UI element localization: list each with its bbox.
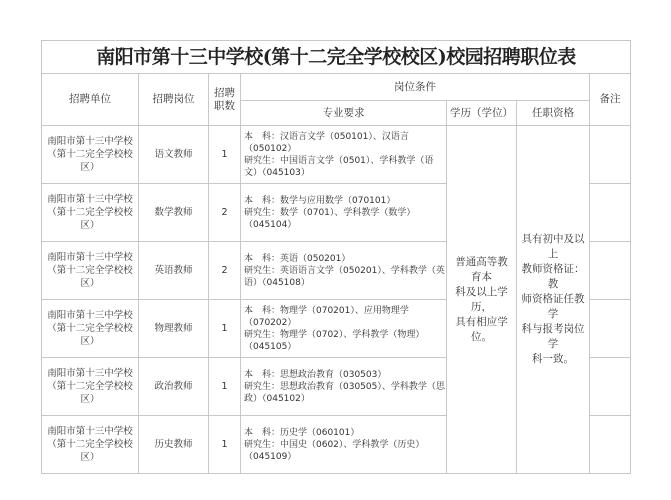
count-cell: 1 (209, 300, 241, 358)
table-title: 南阳市第十三中学校(第十二完全学校校区)校园招聘职位表 (42, 41, 631, 74)
remark-cell (590, 184, 631, 242)
header-major: 专业要求 (241, 101, 447, 126)
unit-cell: 南阳市第十三中学校（第十二完全学校校区） (42, 416, 139, 474)
unit-cell: 南阳市第十三中学校（第十二完全学校校区） (42, 358, 139, 416)
major-line: 本 科：历史学（060101） (244, 427, 360, 438)
major-line: 本 科：英语（050201） (244, 253, 351, 264)
major-line: 研究生：物理学（0702）、学科教学（物理）（045105） (244, 329, 425, 352)
major-cell (241, 358, 447, 416)
position-cell: 语文教师 (139, 126, 209, 184)
qualification-line: 具有初中及以 (521, 233, 585, 245)
qualification-line: 教 (547, 278, 559, 290)
count-cell: 1 (209, 416, 241, 474)
major-line: 研究生：英语语言文学（050201）、学科教学（英语）（045108） (244, 265, 445, 288)
unit-cell: 南阳市第十三中学校（第十二完全学校校区） (42, 184, 139, 242)
header-unit: 招聘单位 (42, 74, 139, 126)
major-line: 本 科：物理学（070201）、应用物理学（070202） (244, 305, 409, 328)
remark-cell (590, 126, 631, 184)
major-cell (241, 184, 447, 242)
major-cell (241, 416, 447, 474)
major-line: 研究生：数学（0701）、学科教学（数学）（045104） (244, 207, 416, 230)
count-cell: 2 (209, 184, 241, 242)
education-cell (447, 126, 517, 474)
unit-cell: 南阳市第十三中学校（第十二完全学校校区） (42, 300, 139, 358)
major-line: 本 科：数学与应用数学（070101） (244, 195, 396, 206)
qualification-cell (517, 126, 590, 474)
remark-cell (590, 242, 631, 300)
count-cell: 2 (209, 242, 241, 300)
education-line: 具有相应学 (455, 315, 508, 328)
education-line: 育本 (471, 270, 492, 283)
qualification-line: 科一致。 (532, 353, 574, 365)
major-cell (241, 126, 447, 184)
header-conditions: 岗位条件 (241, 74, 590, 101)
education-line: 科及以上学 (455, 285, 508, 298)
unit-cell: 南阳市第十三中学校（第十二完全学校校区） (42, 126, 139, 184)
table-row (42, 126, 631, 184)
header-qualification: 任职资格 (517, 101, 590, 126)
qualification-line: 学 (547, 338, 559, 350)
major-cell (241, 242, 447, 300)
position-cell: 英语教师 (139, 242, 209, 300)
qualification-line: 上 (547, 248, 559, 260)
major-line: 研究生：思想政治教育（030505）、学科教学（思政）（045102） (244, 381, 445, 404)
header-position: 招聘岗位 (139, 74, 209, 126)
major-line: 本 科：思想政治教育（030503） (244, 369, 387, 380)
qualification-line: 教师资格证： (521, 263, 585, 275)
qualification-line: 科与报考岗位 (521, 323, 585, 335)
education-line: 普通高等教 (455, 255, 508, 268)
remark-cell (590, 358, 631, 416)
remark-cell (590, 416, 631, 474)
recruitment-table (41, 40, 631, 474)
position-cell: 物理教师 (139, 300, 209, 358)
position-cell: 政治教师 (139, 358, 209, 416)
major-line: 研究生：中国语言文学（0501）、学科教学（语文）（045103） (244, 155, 434, 178)
remark-cell (590, 300, 631, 358)
count-cell: 1 (209, 358, 241, 416)
header-count: 招聘职数 (209, 74, 241, 126)
count-cell: 1 (209, 126, 241, 184)
education-line: 历， (471, 300, 492, 313)
major-cell (241, 300, 447, 358)
unit-cell: 南阳市第十三中学校（第十二完全学校校区） (42, 242, 139, 300)
header-remark: 备注 (590, 74, 631, 126)
position-cell: 历史教师 (139, 416, 209, 474)
major-line: 本 科：汉语言文学（050101）、汉语言（050102） (244, 131, 409, 154)
position-cell: 数学教师 (139, 184, 209, 242)
qualification-line: 师资格证任教 (521, 293, 585, 305)
header-education: 学历（学位） (447, 101, 517, 126)
education-line: 位。 (471, 330, 492, 343)
qualification-line: 学 (547, 308, 559, 320)
major-line: 研究生：中国史（0602）、学科教学（历史）（045109） (244, 439, 425, 462)
